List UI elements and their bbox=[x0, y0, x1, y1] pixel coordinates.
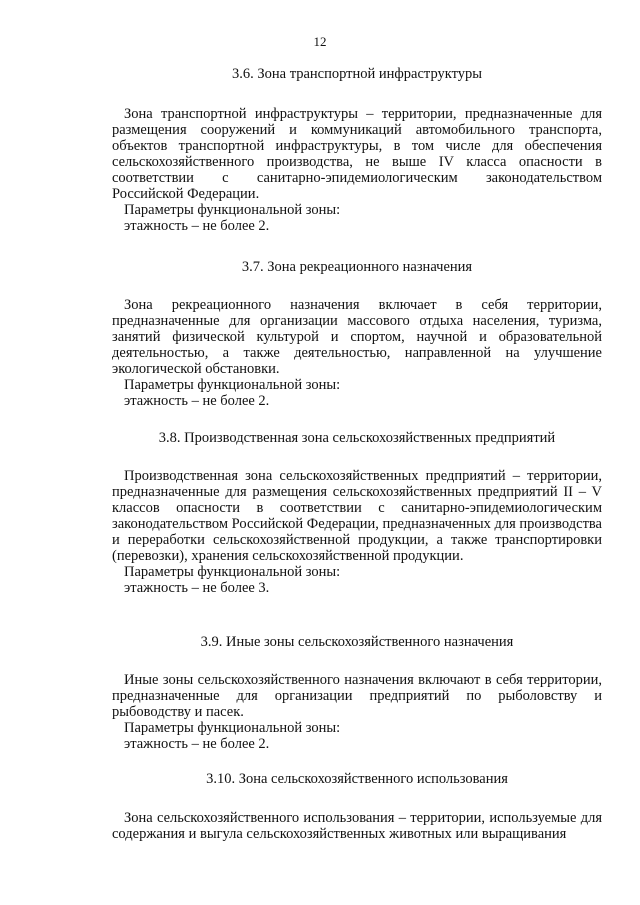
params-value: этажность – не более 2. bbox=[124, 218, 270, 234]
section-heading: 3.8. Производственная зона сельскохозяйственных предприятий bbox=[158, 430, 556, 446]
section-heading: 3.10. Зона сельскохозяйственного использования bbox=[206, 771, 508, 787]
section-paragraph: Зона транспортной инфраструктуры – территории, предназначенные для размещения сооружений и коммуникаций автомобильного транспорта, объектов транспортной инфраструктуры, в том числе для обеспечения сельскохозяйственного производства, не выше IV класса опасности в соответствии с санитарно-эпидемиологическим законодательством Российской Федерации. bbox=[112, 106, 602, 202]
section-3-9 bbox=[112, 634, 602, 752]
section-heading: 3.7. Зона рекреационного назначения bbox=[241, 259, 473, 275]
params-value: этажность – не более 3. bbox=[124, 580, 270, 596]
section-3-7 bbox=[112, 259, 602, 409]
params-title: Параметры функциональной зоны: bbox=[124, 564, 341, 580]
params-title: Параметры функциональной зоны: bbox=[124, 377, 341, 393]
section-paragraph: Зона сельскохозяйственного использования – территории, используемые для содержания и выгула сельскохозяйственных животных или выращивания bbox=[112, 810, 602, 842]
section-paragraph: Производственная зона сельскохозяйственных предприятий – территории, предназначенные для размещения сельскохозяйственных предприятий II – V классов опасности в соответствии с санитарно-эпидемиологическим законодательством Российской Федерации, предназначенных для производства и переработки сельскохозяйственной продукции, а также транспортировки (перевозки), хранения сельскохозяйственной продукции. bbox=[112, 468, 602, 564]
params-value: этажность – не более 2. bbox=[124, 393, 270, 409]
params-value: этажность – не более 2. bbox=[124, 736, 270, 752]
page-number: 12 bbox=[313, 34, 327, 49]
section-3-6 bbox=[112, 66, 602, 234]
section-3-10 bbox=[112, 771, 602, 842]
section-paragraph: Иные зоны сельскохозяйственного назначения включают в себя территории, предназначенные для организации предприятий по рыболовству и рыбоводству и пасек. bbox=[112, 672, 602, 720]
section-heading: 3.6. Зона транспортной инфраструктуры bbox=[231, 66, 482, 82]
section-heading: 3.9. Иные зоны сельскохозяйственного назначения bbox=[200, 634, 514, 650]
params-title: Параметры функциональной зоны: bbox=[124, 202, 341, 218]
params-title: Параметры функциональной зоны: bbox=[124, 720, 341, 736]
section-3-8 bbox=[112, 430, 602, 596]
section-paragraph: Зона рекреационного назначения включает в себя территории, предназначенные для организации массового отдыха населения, туризма, занятий физической культурой и спортом, научной и образовательной деятельностью, а также деятельностью, направленной на улучшение экологической обстановки. bbox=[112, 297, 602, 377]
